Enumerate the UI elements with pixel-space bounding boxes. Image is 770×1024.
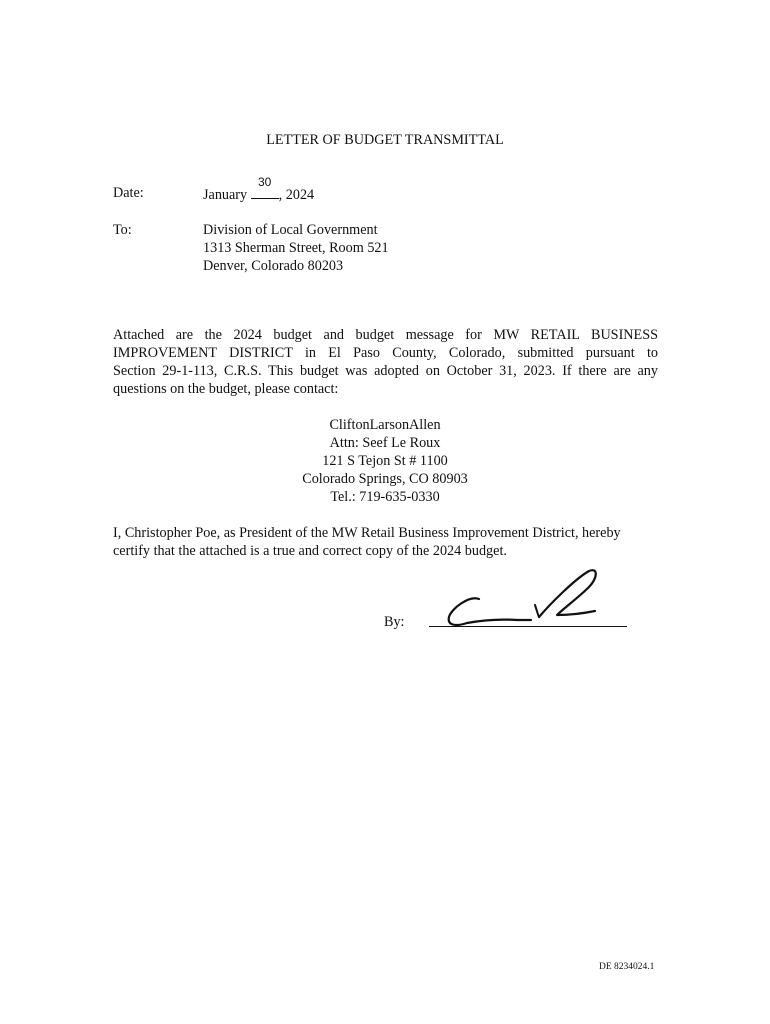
certification-paragraph (113, 524, 658, 560)
to-label: To: (113, 222, 132, 238)
document-id: DE 8234024.1 (599, 962, 655, 972)
date-day: 30 (257, 175, 272, 189)
paragraph-line: Section 29-1-113, C.R.S. This budget was adopted on October 31, 2023. If there are any (113, 363, 658, 379)
date-value (203, 175, 315, 204)
paragraph-line: questions on the budget, please contact: (113, 381, 339, 397)
recipient-street: 1313 Sherman Street, Room 521 (203, 240, 389, 256)
recipient-city: Denver, Colorado 80203 (203, 258, 344, 274)
contact-street: 121 S Tejon St # 1100 (322, 453, 448, 469)
paragraph-line: Attached are the 2024 budget and budget message for MW RETAIL BUSINESS (113, 327, 658, 343)
date-year: , 2024 (278, 187, 315, 203)
paragraph-line: I, Christopher Poe, as President of the MW Retail Business Improvement District, hereby (113, 525, 621, 541)
date-day-blank (251, 175, 279, 199)
date-month: January (203, 187, 251, 203)
paragraph-line: IMPROVEMENT DISTRICT in El Paso County, Colorado, submitted pursuant to (113, 345, 658, 361)
date-label: Date: (113, 185, 144, 201)
contact-attn: Attn: Seef Le Roux (329, 435, 441, 451)
by-label: By: (384, 614, 405, 630)
contact-phone: Tel.: 719-635-0330 (330, 489, 440, 505)
paragraph-line: certify that the attached is a true and correct copy of the 2024 budget. (113, 543, 507, 559)
letter-title: LETTER OF BUDGET TRANSMITTAL (266, 132, 504, 148)
recipient-name: Division of Local Government (203, 222, 378, 238)
transmittal-paragraph (113, 326, 658, 398)
contact-firm: CliftonLarsonAllen (329, 417, 441, 433)
contact-city: Colorado Springs, CO 80903 (302, 471, 468, 487)
handwritten-signature (443, 565, 603, 631)
contact-block (0, 416, 770, 506)
recipient-address (203, 221, 389, 275)
